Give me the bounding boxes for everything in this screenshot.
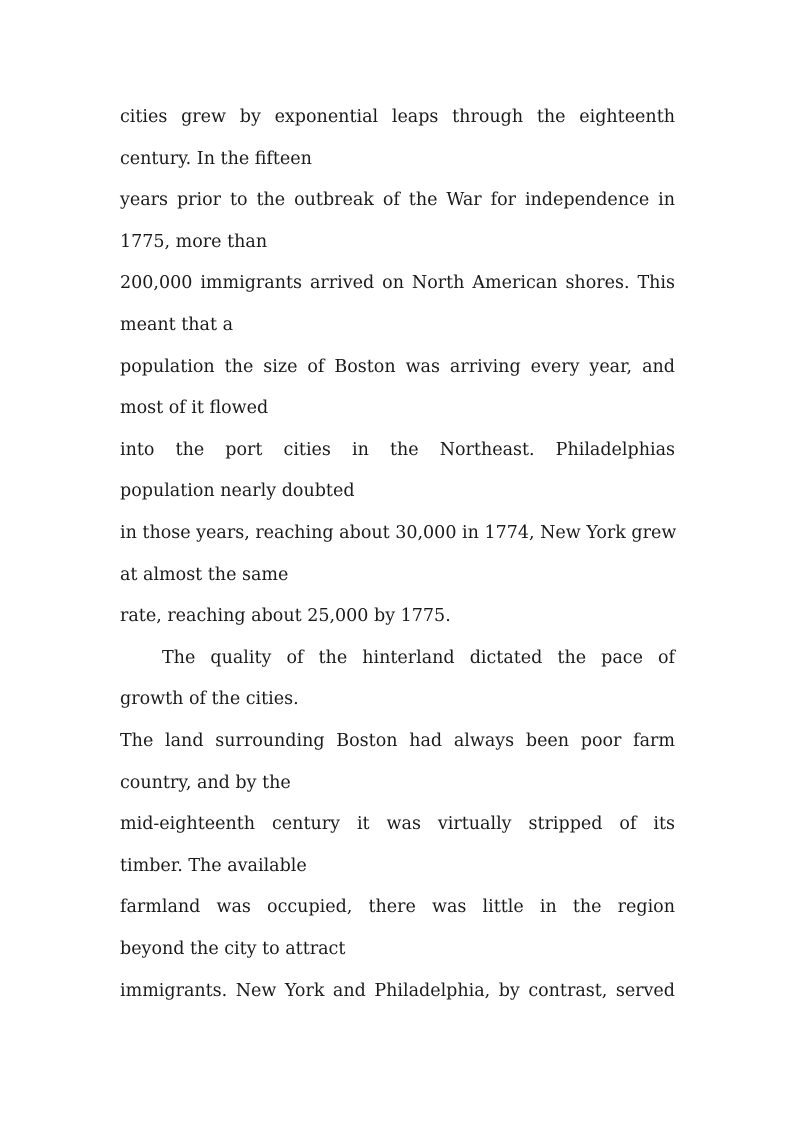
text-line: country, and by the: [120, 772, 291, 793]
text-line: into the port cities in the Northeast. Philadelphias: [120, 439, 675, 460]
paragraph-first-line: The quality of the hinterland dictated the pace of: [162, 647, 675, 668]
text-line: mid-eighteenth century it was virtually stripped of its: [120, 814, 675, 835]
text-line: immigrants. New York and Philadelphia, by contrast, served: [120, 980, 675, 1001]
text-line: beyond the city to attract: [120, 939, 346, 959]
text-line: The land surrounding Boston had always been poor farm: [120, 731, 675, 751]
text-line: most of it flowed: [120, 398, 269, 419]
text-line: in those years, reaching about 30,000 in 1774, New York grew: [120, 523, 677, 543]
text-line: cities grew by exponential leaps through the eighteenth: [120, 107, 675, 127]
text-line: farmland was occupied, there was little in the region: [120, 897, 675, 918]
text-line: growth of the cities.: [120, 689, 299, 710]
text-line: 200,000 immigrants arrived on North American shores. This: [120, 273, 675, 294]
text-line: population nearly doubted: [120, 481, 355, 502]
text-line: timber. The available: [120, 855, 307, 876]
text-line: years prior to the outbreak of the War for independence in: [120, 190, 675, 211]
text-line: at almost the same: [120, 564, 289, 585]
text-line: rate, reaching about 25,000 by 1775.: [120, 606, 451, 627]
text-line: 1775, more than: [120, 231, 268, 252]
text-line: population the size of Boston was arriving every year, and: [120, 356, 675, 377]
text-line: meant that a: [120, 315, 234, 335]
text-line: century. In the fifteen: [120, 148, 312, 169]
